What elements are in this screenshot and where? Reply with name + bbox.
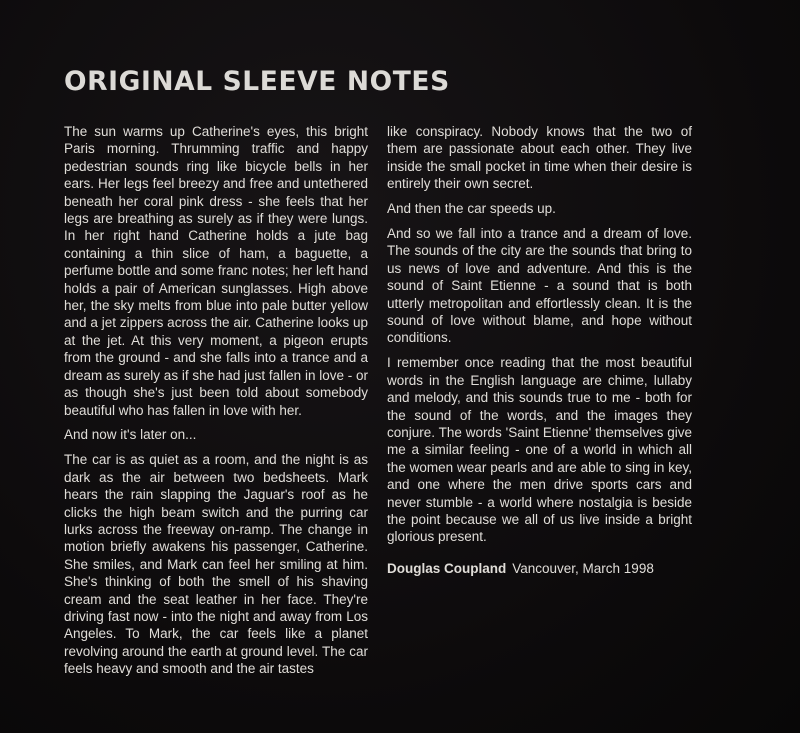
page-title: ORIGINAL SLEEVE NOTES xyxy=(64,66,450,97)
paragraph: And now it's later on... xyxy=(64,427,197,443)
signature xyxy=(387,560,692,577)
paragraph: The sun warms up Catherine's eyes, this bright Paris morning. Thrumming traffic and happy pedestrian sounds ring like bicycle bells in her ears. Her legs feel breezy and free and untethered beneath her coral pink dress - she feels that her legs are breathing as surely as if they were lungs. In her right hand Catherine holds a jute bag containing a thin slice of ham, a baguette, a perfume bottle and some franc notes; her left hand holds a pair of American sunglasses. High above her, the sky melts from blue into pale butter yellow and a jet zippers across the air. Catherine looks up at the jet. At this very moment, a pigeon erupts from the ground - and she falls into a trance and a dream as surely as if she had just fallen in love - or as though she's just been told about somebody beautiful who has fallen in love with her. xyxy=(64,124,368,418)
paragraph: like conspiracy. Nobody knows that the two of them are passionate about each other. They live inside the small pocket in time when their desire is entirely their own secret. xyxy=(387,124,692,192)
right-column xyxy=(387,123,692,577)
place-date: Vancouver, March 1998 xyxy=(512,560,654,576)
paragraph: The car is as quiet as a room, and the night is as dark as the air between two bedsheets. Mark hears the rain slapping the Jaguar's roof as he clicks the high beam switch and the purring car lurks across the freeway on-ramp. The change in motion briefly awakens his passenger, Catherine. She smiles, and Mark can feel her smiling at him. She's thinking of both the smell of his shaving cream and the seat leather in her face. They're driving fast now - into the night and away from Los Angeles. To Mark, the car feels like a planet revolving around the earth at ground level. The car feels heavy and smooth and the air tastes xyxy=(64,452,368,677)
left-column xyxy=(64,123,368,685)
author-name: Douglas Coupland xyxy=(387,560,507,576)
paragraph: And then the car speeds up. xyxy=(387,201,556,217)
paragraph: I remember once reading that the most beautiful words in the English language are chime, lullaby and melody, and this sounds true to me - both for the sound of the words, and the images they conjure. The words 'Saint Etienne' themselves give me a similar feeling - one of a world in which all the women wear pearls and are able to sing in key, and one where the men drive sports cars and never stumble - a world where nostalgia is beside the point because we all of us live inside a bright glorious present. xyxy=(387,355,692,545)
paragraph: And so we fall into a trance and a dream of love. The sounds of the city are the sounds that bring to us news of love and adventure. And this is the sound of Saint Etienne - a sound that is both utterly metropolitan and effortlessly clean. It is the sound of love without blame, and hope without conditions. xyxy=(387,226,692,346)
